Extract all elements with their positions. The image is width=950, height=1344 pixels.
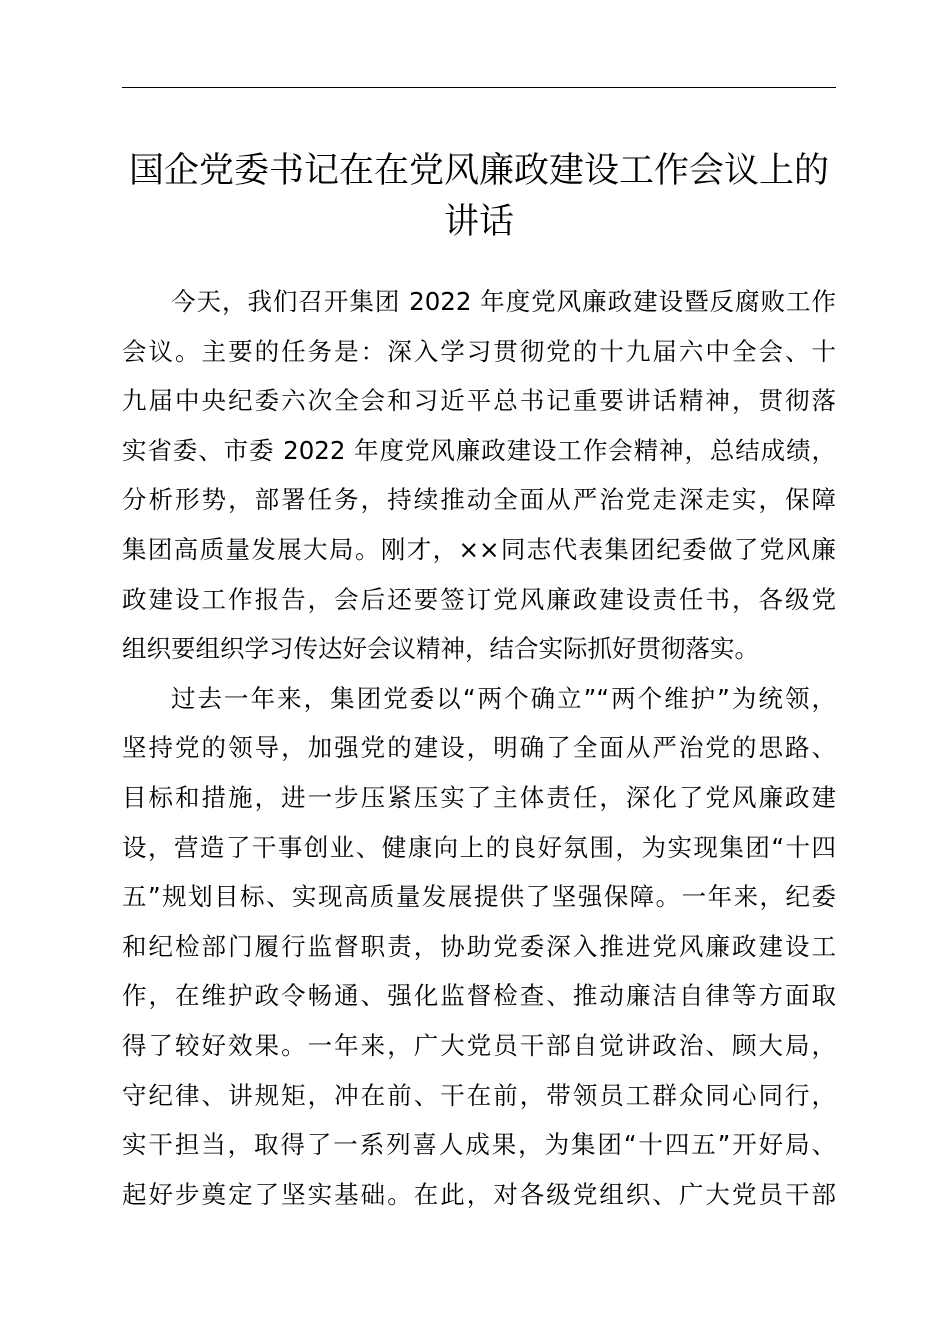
paragraph-line: 坚持党的领导，加强党的建设，明确了全面从严治党的思路、 xyxy=(122,733,836,763)
paragraph-line: 过去一年来，集团党委以“两个确立”“两个维护”为统领， xyxy=(171,683,836,713)
paragraph-line: 今天，我们召开集团 2022 年度党风廉政建设暨反腐败工作 xyxy=(171,287,836,316)
paragraph-line: 实省委、市委 2022 年度党风廉政建设工作会精神，总结成绩， xyxy=(122,435,836,465)
document-body xyxy=(122,277,836,1219)
paragraph xyxy=(122,674,836,1220)
paragraph-line: 和纪检部门履行监督职责，协助党委深入推进党风廉政建设工 xyxy=(122,931,836,961)
paragraph-line: 得了较好效果。一年来，广大党员干部自觉讲政治、顾大局， xyxy=(122,1030,836,1060)
paragraph-line: 政建设工作报告，会后还要签订党风廉政建设责任书，各级党 xyxy=(122,584,836,614)
paragraph-line: 目标和措施，进一步压紧压实了主体责任，深化了党风廉政建 xyxy=(122,782,836,812)
title-line: 讲话 xyxy=(443,202,514,242)
paragraph-line: 实干担当，取得了一系列喜人成果，为集团“十四五”开好局、 xyxy=(122,1130,836,1160)
paragraph-line: 起好步奠定了坚实基础。在此，对各级党组织、广大党员干部 xyxy=(122,1179,836,1209)
title-line: 国企党委书记在在党风廉政建设工作会议上的 xyxy=(128,151,829,191)
paragraph-line: 会议。主要的任务是：深入学习贯彻党的十九届六中全会、十 xyxy=(122,336,836,366)
paragraph xyxy=(122,277,836,674)
paragraph-line: 守纪律、讲规矩，冲在前、干在前，带领员工群众同心同行， xyxy=(122,1080,836,1110)
document-title xyxy=(110,146,848,248)
paragraph-line: 分析形势，部署任务，持续推动全面从严治党走深走实，保障 xyxy=(122,485,836,515)
paragraph-line: 设，营造了干事创业、健康向上的良好氛围，为实现集团“十四 xyxy=(122,832,836,862)
header-rule xyxy=(122,87,836,88)
paragraph-line: 集团高质量发展大局。刚才，××同志代表集团纪委做了党风廉 xyxy=(122,534,836,564)
paragraph-line: 九届中央纪委六次全会和习近平总书记重要讲话精神，贯彻落 xyxy=(122,386,836,416)
paragraph-line: 组织要组织学习传达好会议精神，结合实际抓好贯彻落实。 xyxy=(122,634,759,664)
paragraph-line: 作，在维护政令畅通、强化监督检查、推动廉洁自律等方面取 xyxy=(122,981,836,1011)
paragraph-line: 五”规划目标、实现高质量发展提供了坚强保障。一年来，纪委 xyxy=(122,882,836,912)
